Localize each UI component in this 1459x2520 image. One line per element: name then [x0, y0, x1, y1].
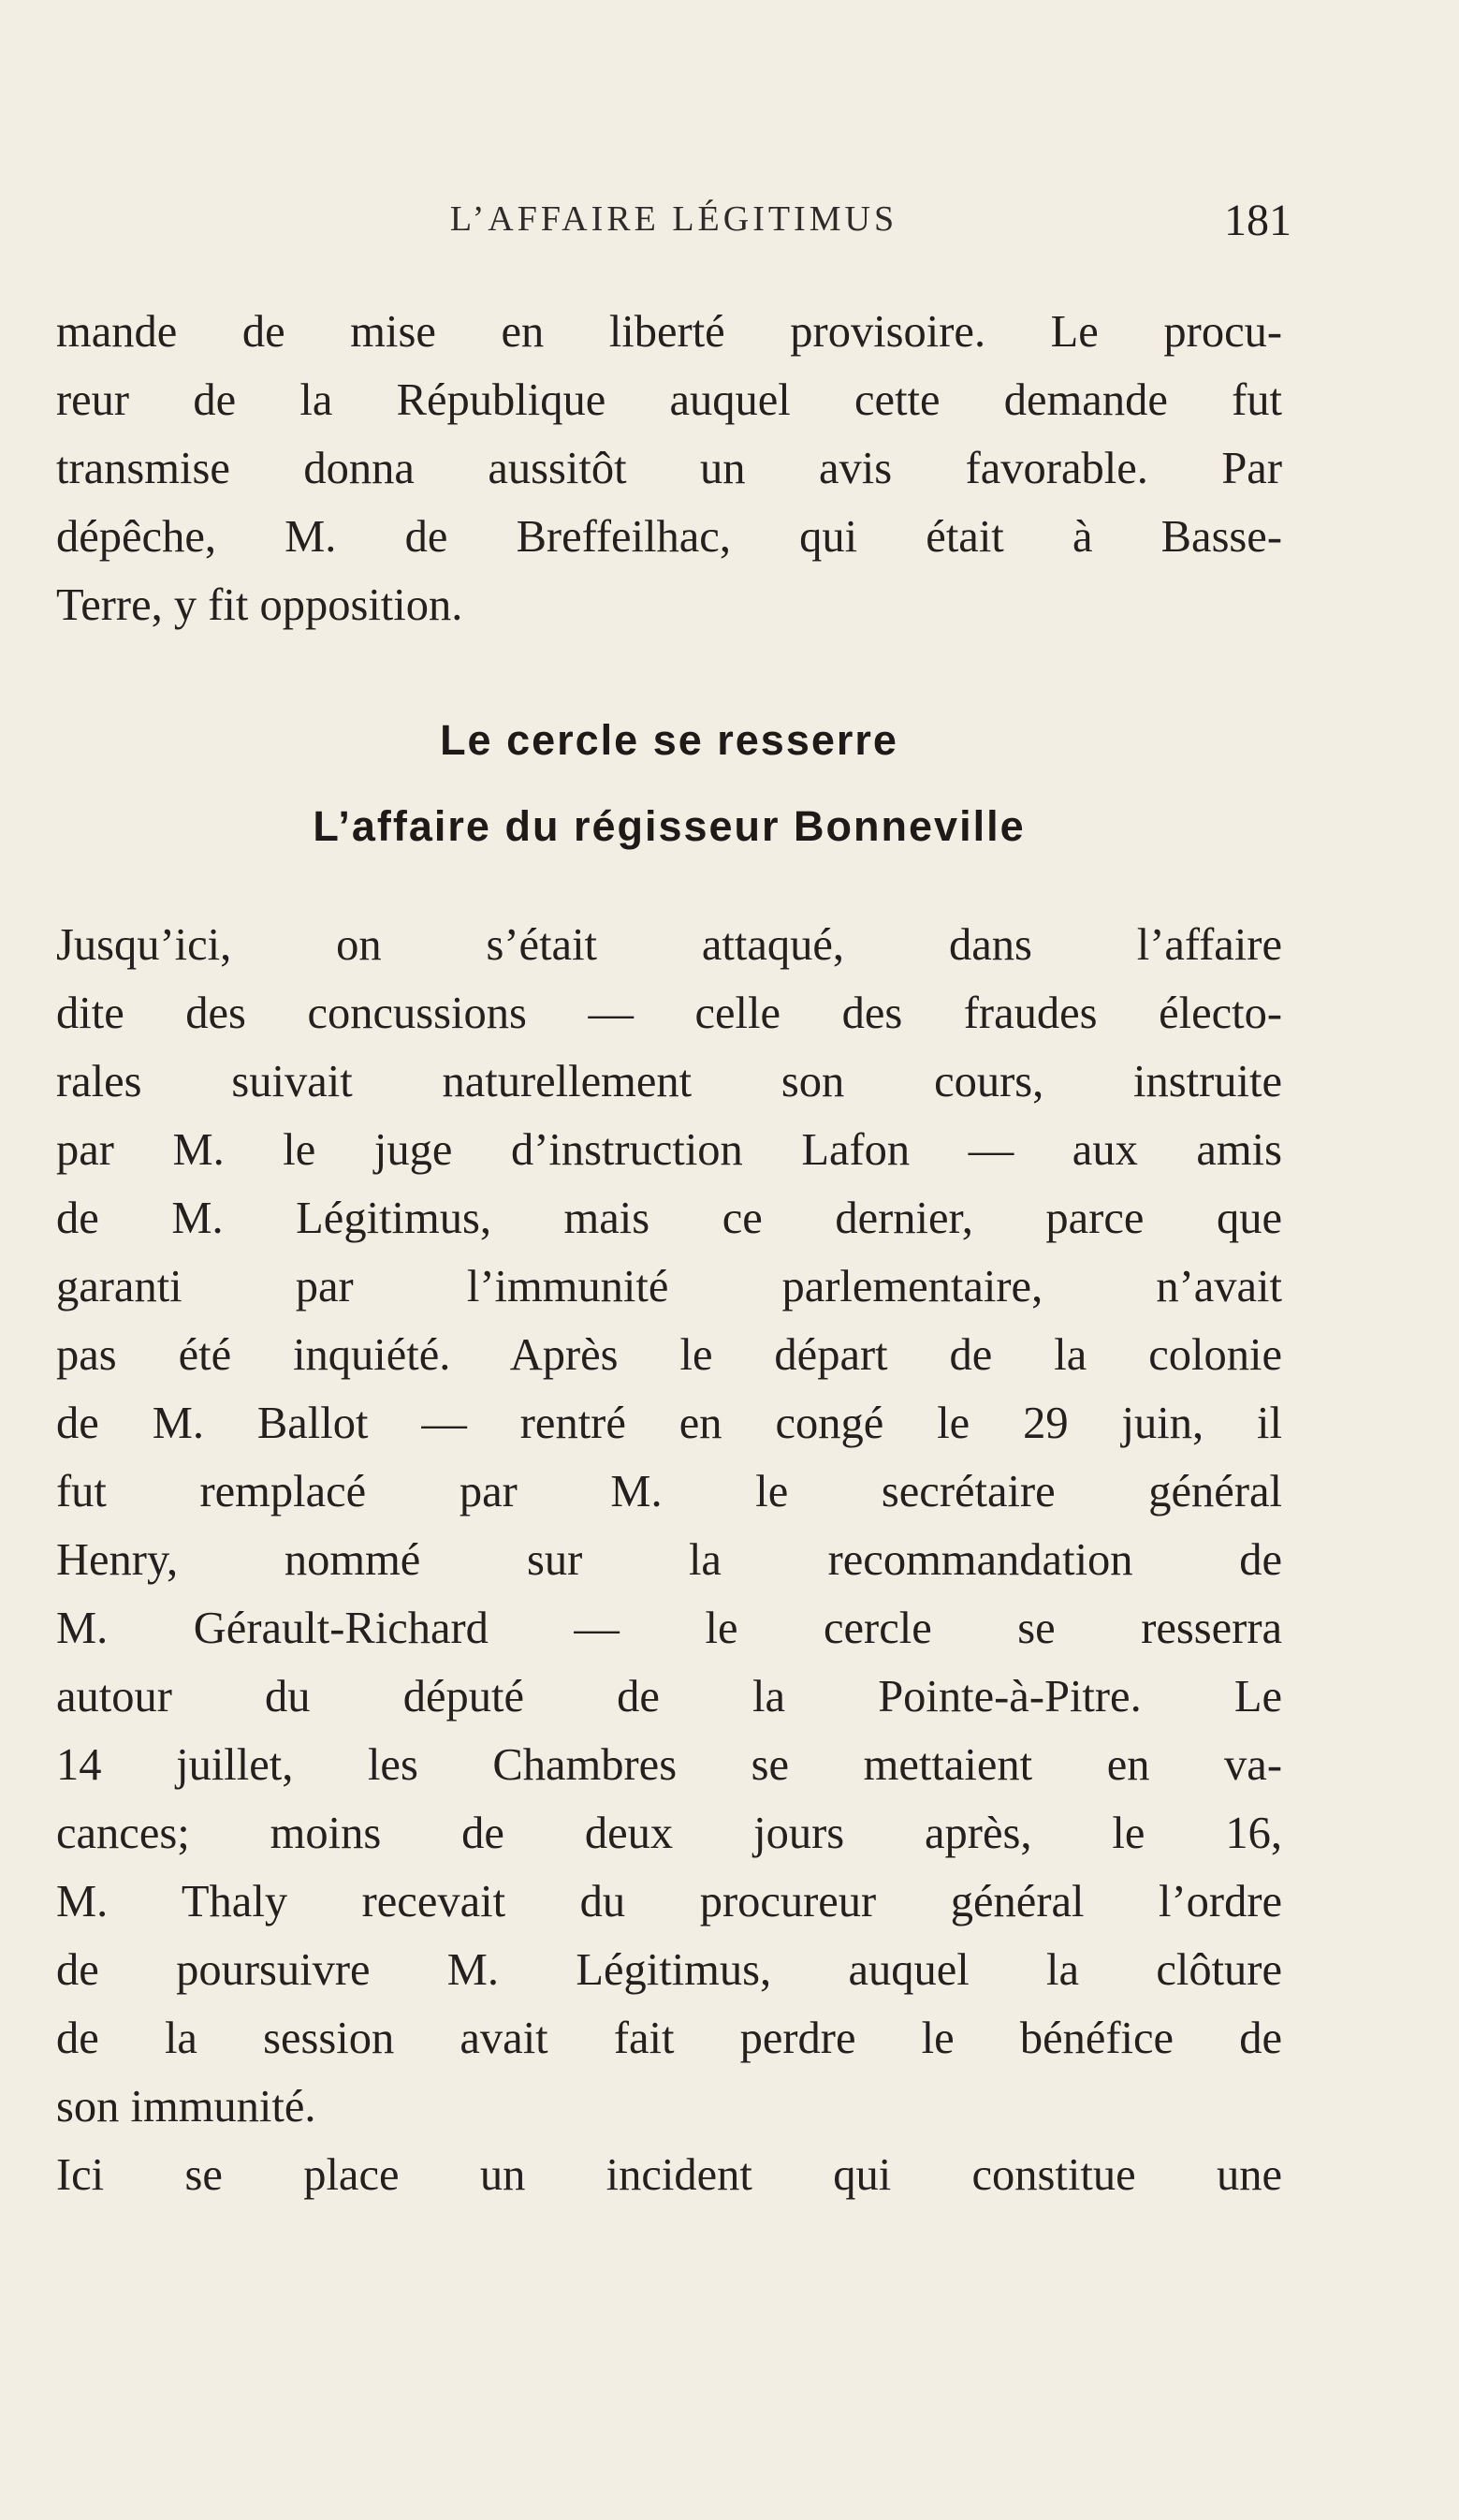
text-line: Terre, y fit opposition. [56, 580, 463, 630]
text-line: M. Gérault-Richard — le cercle se resserra [56, 1604, 1282, 1653]
paragraph-3 [56, 2141, 1282, 2209]
text-line: de la session avait fait perdre le bénéfice de [56, 2014, 1282, 2063]
text-line: Jusqu’ici, on s’était attaqué, dans l’affaire [56, 920, 1282, 970]
running-head [56, 195, 1291, 251]
text-line: dite des concussions — celle des fraudes électo- [56, 989, 1282, 1038]
section-heading: Le cercle se resserre [440, 716, 898, 764]
text-line: mande de mise en liberté provisoire. Le procu- [56, 307, 1282, 357]
text-line: cances; moins de deux jours après, le 16, [56, 1809, 1282, 1858]
text-line: transmise donna aussitôt un avis favorable. Par [56, 444, 1282, 493]
text-line: dépêche, M. de Breffeilhac, qui était à Basse- [56, 512, 1282, 562]
text-line: fut remplacé par M. le secrétaire général [56, 1467, 1282, 1516]
text-line: Henry, nommé sur la recommandation de [56, 1535, 1282, 1585]
text-line: garanti par l’immunité parlementaire, n’avait [56, 1262, 1282, 1311]
section-subheading: L’affaire du régisseur Bonneville [313, 802, 1026, 850]
paragraph-1 [56, 298, 1282, 639]
text-line: son immunité. [56, 2082, 316, 2132]
text-line: de poursuivre M. Légitimus, auquel la clôture [56, 1945, 1282, 1995]
text-line: par M. le juge d’instruction Lafon — aux amis [56, 1125, 1282, 1175]
text-line: pas été inquiété. Après le départ de la colonie [56, 1330, 1282, 1380]
text-line: autour du député de la Pointe-à-Pitre. Le [56, 1672, 1282, 1722]
text-line: 14 juillet, les Chambres se mettaient en va- [56, 1740, 1282, 1790]
running-title: L’AFFAIRE LÉGITIMUS [449, 199, 898, 239]
text-line: de M. Ballot — rentré en congé le 29 juin, il [56, 1399, 1282, 1448]
text-line: reur de la République auquel cette demande fut [56, 375, 1282, 425]
text-line: Ici se place un incident qui constitue une [56, 2150, 1282, 2200]
page-number: 181 [1224, 196, 1291, 245]
text-line: M. Thaly recevait du procureur général l’ordre [56, 1877, 1282, 1927]
paragraph-2 [56, 911, 1282, 2141]
text-line: rales suivait naturellement son cours, instruite [56, 1057, 1282, 1106]
text-line: de M. Légitimus, mais ce dernier, parce que [56, 1194, 1282, 1243]
body-text [56, 298, 1282, 2209]
